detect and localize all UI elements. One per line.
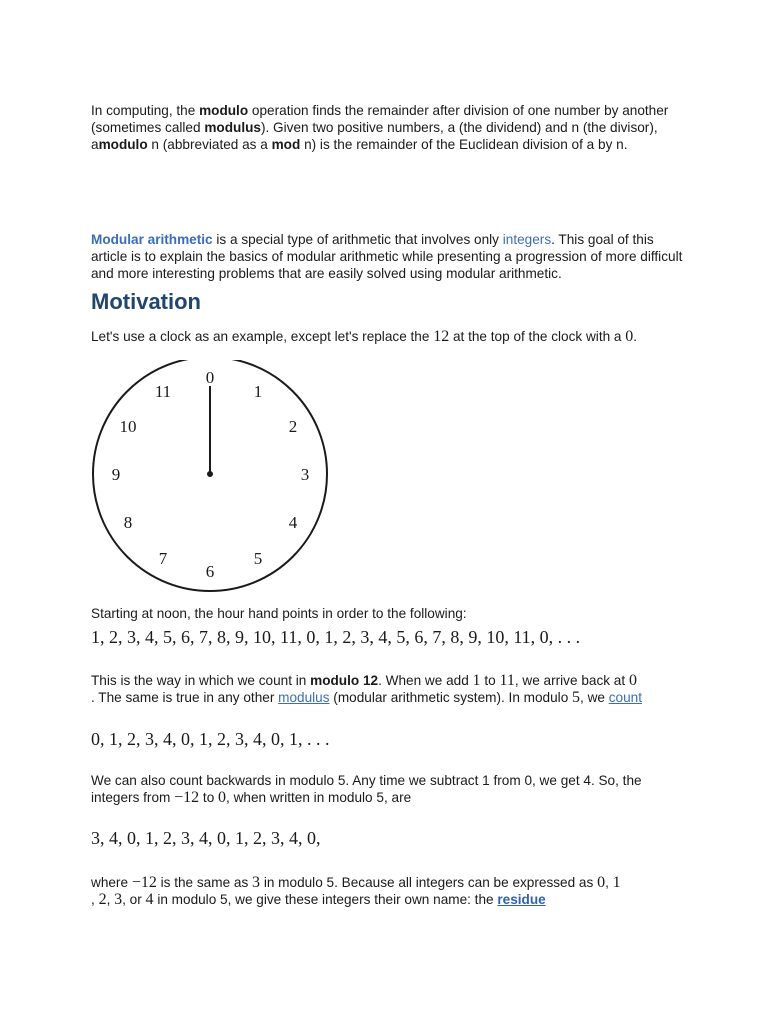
residue-text: ,: [91, 892, 99, 907]
count-text: This is the way in which we count in: [91, 673, 311, 688]
clock-number-6: 6: [205, 562, 215, 581]
backwards-text: to: [199, 790, 219, 805]
count-text: . The same is true in any other: [91, 690, 279, 705]
clock-number-11: 11: [154, 382, 172, 401]
term-modulo: modulo: [199, 103, 249, 118]
math-11: 11: [499, 672, 515, 689]
modular-arithmetic-link[interactable]: Modular arithmetic: [91, 232, 213, 247]
clock-center: [207, 471, 213, 477]
math-5: 5: [572, 689, 581, 706]
math-0: 0: [625, 328, 634, 345]
integers-link[interactable]: integers: [502, 232, 552, 247]
math-neg-12: −12: [174, 789, 200, 806]
term-modulo: modulo: [98, 137, 148, 152]
term-modulus: modulus: [204, 120, 261, 135]
motivation-text: .: [633, 329, 638, 344]
math-12: 12: [433, 328, 450, 345]
residue-text: ,: [605, 875, 613, 890]
clock-number-1: 1: [253, 382, 263, 401]
term-mod: mod: [271, 137, 301, 152]
residue-text: in modulo 5, we give these integers their own name: the: [153, 892, 498, 907]
math-2: 2: [98, 891, 107, 908]
backwards-text: We can also count backwards in modulo 5. Any time we subtract 1 from 0, we get 4. So, the integers from: [91, 773, 642, 805]
math-0: 0: [597, 874, 606, 891]
residue-text: where: [91, 875, 132, 890]
intro-text: operation finds the remainder after division of one number by another (sometimes called: [91, 103, 669, 135]
math-neg-12: −12: [131, 874, 157, 891]
clock-number-10: 10: [119, 417, 137, 436]
intro-text: ). Given two positive numbers, a (the dividend) and n (the divisor), a: [91, 120, 658, 152]
count-text: , we: [580, 690, 609, 705]
math-0: 0: [218, 789, 227, 806]
count-text: , we arrive back at: [514, 673, 629, 688]
noon-paragraph: Starting at noon, the hour hand points in order to the following:: [91, 606, 467, 621]
residue-paragraph: [91, 874, 681, 908]
count-link[interactable]: count: [608, 690, 643, 705]
intro-text: In computing, the: [91, 103, 200, 118]
residue-link[interactable]: residue: [497, 892, 546, 907]
modular-text: is a special type of arithmetic that involves only: [212, 232, 503, 247]
section-heading-motivation: Motivation: [91, 289, 201, 314]
motivation-text: Let's use a clock as an example, except let's replace the: [91, 329, 434, 344]
motivation-text: at the top of the clock with a: [449, 329, 626, 344]
modular-text: . This goal of this article is to explain the basics of modular arithmetic while presenting a progression of more difficult and more interesting problems that are easily solved using modular arithmetic.: [91, 232, 683, 281]
math-0: 0: [628, 672, 637, 689]
mod5-sequence: 0, 1, 2, 3, 4, 0, 1, 2, 3, 4, 0, 1, . . .: [91, 729, 330, 749]
clock-number-5: 5: [253, 549, 263, 568]
residue-text: , or: [122, 892, 146, 907]
clock-number-2: 2: [288, 417, 298, 436]
residue-text: in modulo 5. Because all integers can be expressed as: [260, 875, 598, 890]
count-text: . When we add: [378, 673, 473, 688]
math-1: 1: [612, 874, 621, 891]
backwards-paragraph: [91, 772, 691, 806]
clock-number-0: 0: [205, 368, 215, 387]
residue-text: is the same as: [156, 875, 253, 890]
intro-paragraph: [91, 102, 691, 153]
clock-figure: [88, 360, 338, 598]
count-paragraph: [91, 672, 691, 706]
clock-number-7: 7: [158, 549, 168, 568]
math-3: 3: [114, 891, 123, 908]
clock-number-3: 3: [300, 465, 310, 484]
intro-text: n (abbreviated as a: [147, 137, 272, 152]
math-1: 1: [472, 672, 481, 689]
residue-text: ,: [106, 892, 115, 907]
modular-paragraph: [91, 231, 691, 282]
clock-sequence: 1, 2, 3, 4, 5, 6, 7, 8, 9, 10, 11, 0, 1, 2, 3, 4, 5, 6, 7, 8, 9, 10, 11, 0, . . .: [91, 627, 581, 647]
clock-number-9: 9: [111, 465, 121, 484]
intro-text: n) is the remainder of the Euclidean division of a by n.: [300, 137, 628, 152]
math-4: 4: [145, 891, 154, 908]
backwards-sequence: 3, 4, 0, 1, 2, 3, 4, 0, 1, 2, 3, 4, 0,: [91, 828, 321, 848]
count-text: to: [480, 673, 500, 688]
count-text: (modular arithmetic system). In modulo: [329, 690, 573, 705]
clock-number-4: 4: [288, 513, 298, 532]
backwards-text: , when written in modulo 5, are: [226, 790, 412, 805]
term-modulo-12: modulo 12: [310, 673, 379, 688]
modulus-link[interactable]: modulus: [278, 690, 330, 705]
clock-number-8: 8: [123, 513, 133, 532]
motivation-paragraph: [91, 328, 731, 345]
math-3: 3: [252, 874, 261, 891]
